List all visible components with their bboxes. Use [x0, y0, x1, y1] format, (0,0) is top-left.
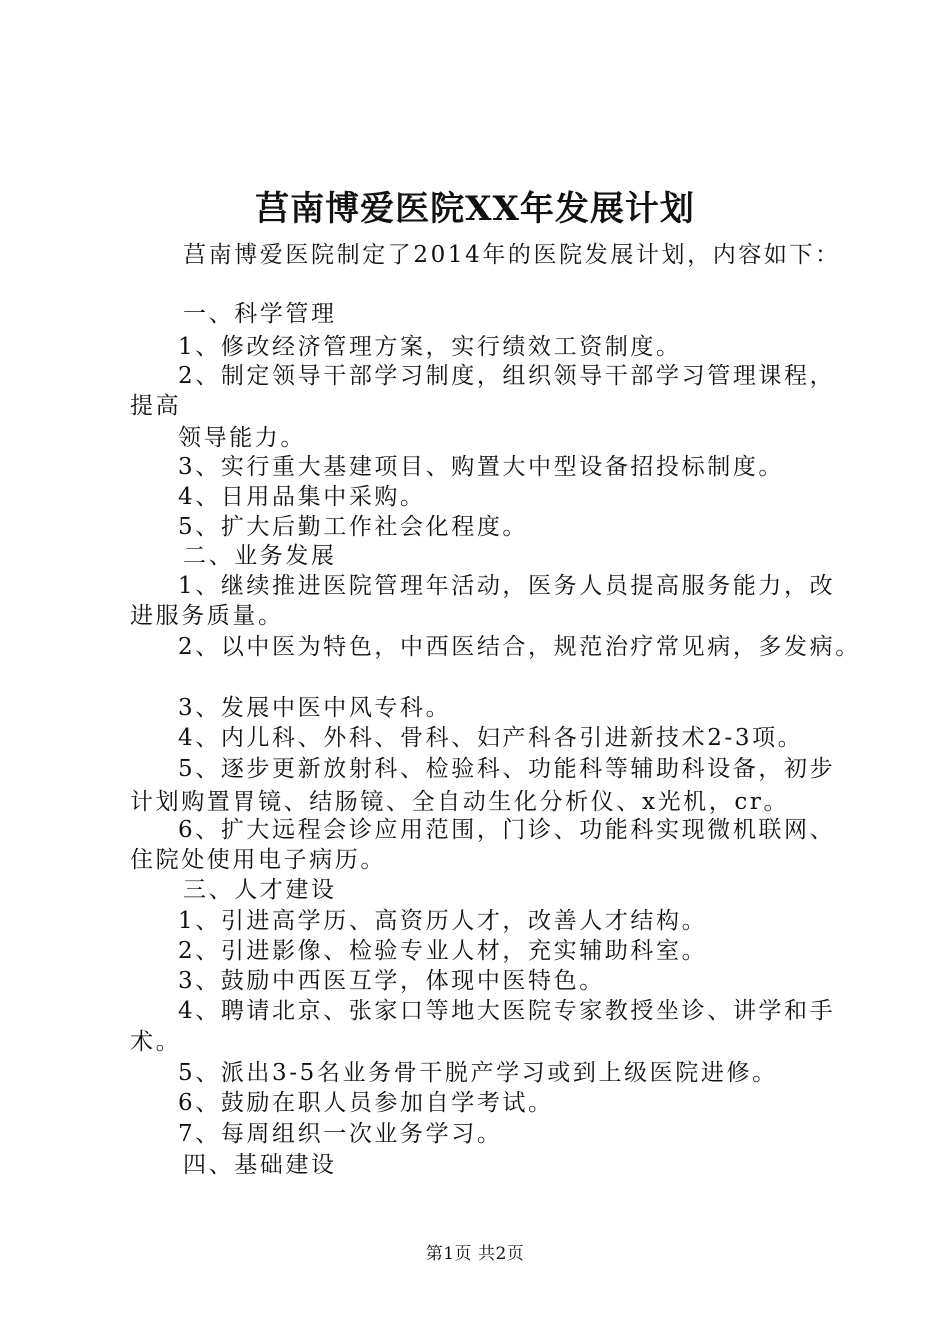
list-item: 4、日用品集中采购。 [178, 484, 426, 510]
list-item: 4、聘请北京、张家口等地大医院专家教授坐诊、讲学和手 [178, 998, 836, 1024]
list-item: 3、实行重大基建项目、购置大中型设备招投标制度。 [178, 454, 785, 480]
list-item: 4、内儿科、外科、骨科、妇产科各引进新技术2-3项。 [178, 725, 804, 751]
list-item: 2、以中医为特色，中西医结合，规范治疗常见病，多发病。 [178, 634, 861, 660]
section-heading-talent-building: 三、人才建设 [183, 877, 337, 903]
list-item: 5、派出3-5名业务骨干脱产学习或到上级医院进修。 [178, 1060, 778, 1086]
list-item: 1、修改经济管理方案，实行绩效工资制度。 [178, 334, 682, 360]
intro-paragraph: 莒南博爱医院制定了2014年的医院发展计划，内容如下： [183, 242, 841, 268]
list-item-continuation: 住院处使用电子病历。 [130, 847, 386, 873]
list-item: 7、每周组织一次业务学习。 [178, 1121, 503, 1147]
list-item-continuation: 计划购置胃镜、结肠镜、全自动生化分析仪、x光机，cr。 [130, 789, 790, 815]
list-item-continuation: 领导能力。 [178, 425, 306, 451]
list-item: 2、制定领导干部学习制度，组织领导干部学习管理课程， [178, 363, 836, 389]
section-heading-business-development: 二、业务发展 [183, 543, 337, 569]
list-item: 2、引进影像、检验专业人材，充实辅助科室。 [178, 938, 708, 964]
list-item: 1、继续推进医院管理年活动，医务人员提高服务能力，改 [178, 573, 836, 599]
document-title: 莒南博爱医院XX年发展计划 [255, 189, 695, 229]
list-item: 5、扩大后勤工作社会化程度。 [178, 514, 529, 540]
list-item: 6、鼓励在职人员参加自学考试。 [178, 1090, 554, 1116]
list-item: 3、发展中医中风专科。 [178, 695, 452, 721]
list-item: 6、扩大远程会诊应用范围，门诊、功能科实现微机联网、 [178, 817, 836, 843]
list-item-continuation: 术。 [130, 1029, 182, 1055]
list-item-continuation: 进服务质量。 [130, 603, 284, 629]
list-item: 3、鼓励中西医互学，体现中医特色。 [178, 968, 605, 994]
list-item: 1、引进高学历、高资历人才，改善人才结构。 [178, 908, 708, 934]
section-heading-infrastructure: 四、基础建设 [183, 1152, 337, 1178]
page-footer: 第1页 共2页 [425, 1244, 525, 1264]
section-heading-science-management: 一、科学管理 [183, 301, 337, 327]
list-item: 5、逐步更新放射科、检验科、功能科等辅助科设备，初步 [178, 756, 836, 782]
list-item-continuation: 提高 [130, 393, 182, 419]
